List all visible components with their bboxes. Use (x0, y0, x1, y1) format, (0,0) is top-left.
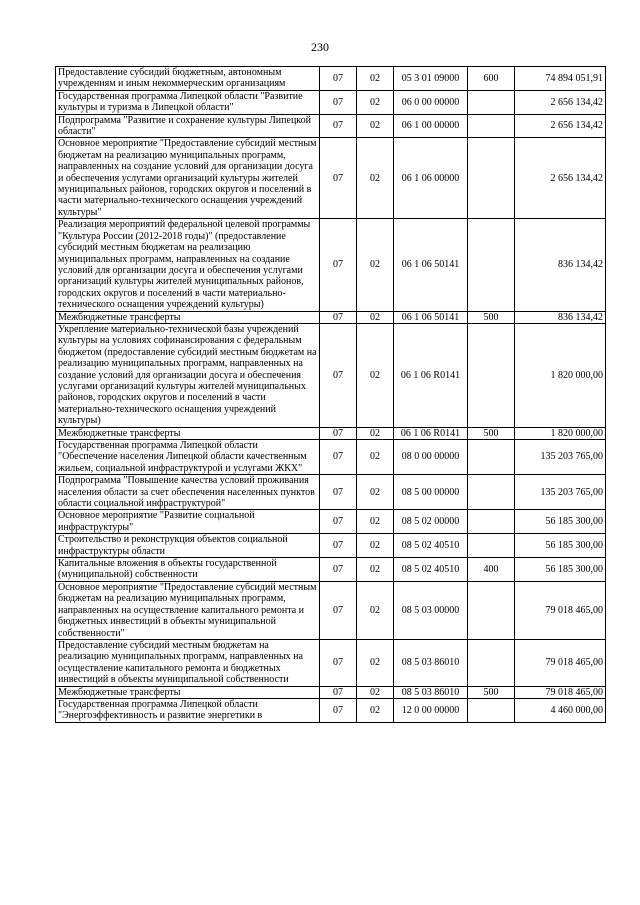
table-row (56, 698, 606, 722)
table-row (56, 90, 606, 114)
row-name: Подпрограмма "Повышение качества условий проживания населения области за счет обеспечения населенных пунктов области социальной инфраструктурой" (56, 475, 320, 510)
row-sum: 135 203 765,00 (515, 440, 606, 475)
row-section: 07 (320, 475, 357, 510)
row-subsection: 02 (357, 534, 394, 558)
row-sum: 56 185 300,00 (515, 558, 606, 582)
row-subsection: 02 (357, 440, 394, 475)
row-name: Укрепление материально-технической базы учреждений культуры на условиях софинансирования с федеральным бюджетом (предоставление субсидий местным бюджетам на реализацию муниципальных программ, направленных на создание условий для организации досуга и обеспечения услугами организаций культуры жителей муниципальных районов, городских округов и поселений в части материально-технического оснащения учреждений культуры) (56, 323, 320, 427)
row-target-code: 08 5 02 40510 (394, 558, 468, 582)
row-target-code: 08 0 00 00000 (394, 440, 468, 475)
table-row (56, 534, 606, 558)
row-name: Межбюджетные трансферты (56, 427, 320, 439)
row-target-code: 06 1 06 50141 (394, 219, 468, 311)
row-expense-type: 400 (468, 558, 515, 582)
row-sum: 79 018 465,00 (515, 581, 606, 639)
row-section: 07 (320, 90, 357, 114)
row-sum: 56 185 300,00 (515, 510, 606, 534)
row-target-code: 06 1 00 00000 (394, 114, 468, 138)
row-subsection: 02 (357, 639, 394, 686)
table-row (56, 440, 606, 475)
row-expense-type (468, 510, 515, 534)
row-section: 07 (320, 510, 357, 534)
row-section: 07 (320, 138, 357, 219)
row-section: 07 (320, 581, 357, 639)
table-row (56, 510, 606, 534)
row-section: 07 (320, 558, 357, 582)
row-sum: 79 018 465,00 (515, 686, 606, 698)
row-subsection: 02 (357, 323, 394, 427)
row-expense-type (468, 138, 515, 219)
row-expense-type (468, 475, 515, 510)
row-sum: 135 203 765,00 (515, 475, 606, 510)
row-sum: 836 134,42 (515, 219, 606, 311)
row-section: 07 (320, 698, 357, 722)
row-target-code: 06 0 00 00000 (394, 90, 468, 114)
row-sum: 2 656 134,42 (515, 114, 606, 138)
row-expense-type (468, 581, 515, 639)
row-expense-type (468, 90, 515, 114)
table-row (56, 219, 606, 311)
row-target-code: 06 1 06 00000 (394, 138, 468, 219)
row-expense-type (468, 698, 515, 722)
table-row (56, 427, 606, 439)
row-subsection: 02 (357, 427, 394, 439)
row-expense-type: 600 (468, 67, 515, 91)
row-subsection: 02 (357, 67, 394, 91)
row-sum: 4 460 000,00 (515, 698, 606, 722)
table-row (56, 475, 606, 510)
row-section: 07 (320, 323, 357, 427)
row-name: Основное мероприятие "Развитие социальной инфраструктуры" (56, 510, 320, 534)
row-expense-type (468, 219, 515, 311)
row-sum: 79 018 465,00 (515, 639, 606, 686)
row-expense-type (468, 639, 515, 686)
table-row (56, 114, 606, 138)
row-name: Государственная программа Липецкой области "Развитие культуры и туризма в Липецкой области" (56, 90, 320, 114)
row-name: Капитальные вложения в объекты государственной (муниципальной) собственности (56, 558, 320, 582)
row-sum: 836 134,42 (515, 311, 606, 323)
table-row (56, 323, 606, 427)
row-subsection: 02 (357, 686, 394, 698)
row-section: 07 (320, 311, 357, 323)
table-row (56, 581, 606, 639)
row-name: Предоставление субсидий местным бюджетам на реализацию муниципальных программ, направленных на осуществление капитального ремонта и бюджетных инвестиций в объекты муниципальной собственности (56, 639, 320, 686)
row-expense-type: 500 (468, 427, 515, 439)
row-target-code: 06 1 06 R0141 (394, 323, 468, 427)
row-target-code: 08 5 02 00000 (394, 510, 468, 534)
row-section: 07 (320, 534, 357, 558)
table-row (56, 686, 606, 698)
row-sum: 2 656 134,42 (515, 90, 606, 114)
row-name: Подпрограмма "Развитие и сохранение культуры Липецкой области" (56, 114, 320, 138)
row-expense-type: 500 (468, 686, 515, 698)
row-target-code: 08 5 03 86010 (394, 639, 468, 686)
row-name: Предоставление субсидий бюджетным, автономным учреждениям и иным некоммерческим организациям (56, 67, 320, 91)
row-expense-type (468, 534, 515, 558)
row-section: 07 (320, 427, 357, 439)
row-expense-type (468, 440, 515, 475)
row-subsection: 02 (357, 558, 394, 582)
row-name: Строительство и реконструкция объектов социальной инфраструктуры области (56, 534, 320, 558)
row-name: Государственная программа Липецкой области "Энергоэффективность и развитие энергетики в (56, 698, 320, 722)
row-subsection: 02 (357, 114, 394, 138)
table-row (56, 138, 606, 219)
row-target-code: 08 5 00 00000 (394, 475, 468, 510)
row-name: Межбюджетные трансферты (56, 686, 320, 698)
row-subsection: 02 (357, 219, 394, 311)
page-number: 230 (311, 40, 329, 54)
row-subsection: 02 (357, 90, 394, 114)
row-subsection: 02 (357, 138, 394, 219)
row-target-code: 06 1 06 R0141 (394, 427, 468, 439)
row-subsection: 02 (357, 698, 394, 722)
row-section: 07 (320, 114, 357, 138)
row-section: 07 (320, 219, 357, 311)
row-target-code: 08 5 02 40510 (394, 534, 468, 558)
row-sum: 1 820 000,00 (515, 323, 606, 427)
row-target-code: 05 3 01 09000 (394, 67, 468, 91)
row-target-code: 08 5 03 86010 (394, 686, 468, 698)
row-section: 07 (320, 67, 357, 91)
row-target-code: 08 5 03 00000 (394, 581, 468, 639)
row-subsection: 02 (357, 311, 394, 323)
row-target-code: 12 0 00 00000 (394, 698, 468, 722)
budget-table-body (56, 67, 606, 723)
row-name: Межбюджетные трансферты (56, 311, 320, 323)
table-row (56, 67, 606, 91)
row-subsection: 02 (357, 581, 394, 639)
row-expense-type (468, 114, 515, 138)
budget-table (55, 66, 606, 723)
table-row (56, 639, 606, 686)
row-section: 07 (320, 639, 357, 686)
row-name: Реализация мероприятий федеральной целевой программы "Культура России (2012-2018 годы)" (предоставление субсидий местным бюджетам на реализацию муниципальных программ, направленных на создание условий для организации досуга и обеспечения услугами организаций культуры жителей муниципальных районов, городских округов и поселений в части материально-технического оснащения учреждений культуры) (56, 219, 320, 311)
row-target-code: 06 1 06 50141 (394, 311, 468, 323)
row-name: Основное мероприятие "Предоставление субсидий местным бюджетам на реализацию муниципальных программ, направленных на осуществление капитального ремонта и бюджетных инвестиций в объекты муниципальной собственности" (56, 581, 320, 639)
row-subsection: 02 (357, 510, 394, 534)
row-expense-type: 500 (468, 311, 515, 323)
row-name: Государственная программа Липецкой области "Обеспечение населения Липецкой области качественным жильем, социальной инфраструктурой и услугами ЖКХ" (56, 440, 320, 475)
row-expense-type (468, 323, 515, 427)
row-sum: 74 894 051,91 (515, 67, 606, 91)
row-section: 07 (320, 686, 357, 698)
row-sum: 56 185 300,00 (515, 534, 606, 558)
row-sum: 1 820 000,00 (515, 427, 606, 439)
row-sum: 2 656 134,42 (515, 138, 606, 219)
table-row (56, 311, 606, 323)
row-name: Основное мероприятие "Предоставление субсидий местным бюджетам на реализацию муниципальных программ, направленных на создание условий для организации досуга и обеспечения услугами организаций культуры жителей муниципальных районов, городских округов и поселений в части материально-технического оснащения учреждений культуры" (56, 138, 320, 219)
row-subsection: 02 (357, 475, 394, 510)
row-section: 07 (320, 440, 357, 475)
table-row (56, 558, 606, 582)
